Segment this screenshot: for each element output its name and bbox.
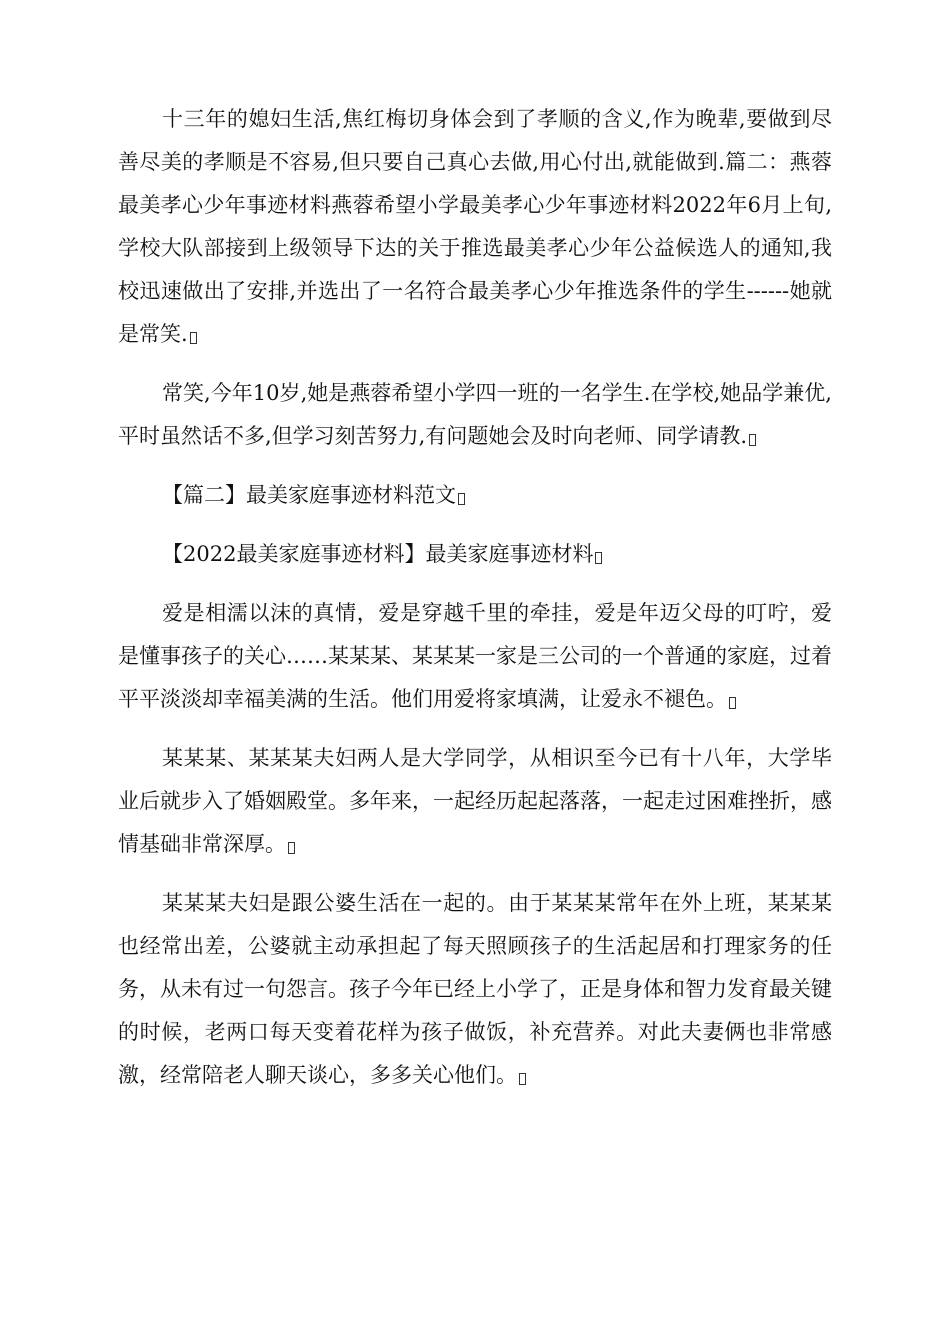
paragraph-mark-icon — [595, 552, 602, 564]
paragraph-mark-icon — [458, 493, 465, 505]
paragraph-mark-icon — [190, 332, 197, 344]
section-heading-2 — [118, 533, 832, 576]
paragraph-1-text: 十三年的媳妇生活,焦红梅切身体会到了孝顺的含义,作为晚辈,要做到尽善尽美的孝顺是不容易,但只要自己真心去做,用心付出,就能做到.篇二：燕蓉最美孝心少年事迹材料燕蓉希望小学最美孝心少年事迹材料2022年6月上旬,学校大队部接到上级领导下达的关于推选最美孝心少年公益候选人的通知,我校迅速做出了安排,并选出了一名符合最美孝心少年推选条件的学生------她就是常笑. — [118, 107, 832, 346]
paragraph-mark-icon — [288, 842, 295, 854]
paragraph-mark-icon — [519, 1073, 526, 1085]
paragraph-4-text: 某某某、某某某夫妇两人是大学同学，从相识至今已有十八年，大学毕业后就步入了婚姻殿堂。多年来，一起经历起起落落，一起走过困难挫折，感情基础非常深厚。 — [118, 746, 832, 856]
paragraph-mark-icon — [749, 434, 756, 446]
paragraph-1 — [118, 98, 832, 356]
paragraph-5-text: 某某某夫妇是跟公婆生活在一起的。由于某某某常年在外上班，某某某也经常出差，公婆就主动承担起了每天照顾孩子的生活起居和打理家务的任务，从未有过一句怨言。孩子今年已经上小学了，正是身体和智力发育最关键的时候，老两口每天变着花样为孩子做饭，补充营养。对此夫妻俩也非常感激，经常陪老人聊天谈心，多多关心他们。 — [118, 891, 832, 1087]
paragraph-3-text: 爱是相濡以沫的真情，爱是穿越千里的牵挂，爱是年迈父母的叮咛，爱是懂事孩子的关心……某某某、某某某一家是三公司的一个普通的家庭，过着平平淡淡却幸福美满的生活。他们用爱将家填满，让爱永不褪色。 — [118, 601, 832, 711]
paragraph-5 — [118, 882, 832, 1097]
paragraph-2 — [118, 372, 832, 458]
paragraph-2-text: 常笑,今年10岁,她是燕蓉希望小学四一班的一名学生.在学校,她品学兼优,平时虽然话不多,但学习刻苦努力,有问题她会及时向老师、同学请教. — [118, 381, 832, 448]
section-heading-1 — [118, 474, 832, 517]
paragraph-3 — [118, 592, 832, 721]
paragraph-4 — [118, 737, 832, 866]
paragraph-mark-icon — [729, 697, 736, 709]
section-heading-2-text: 【2022最美家庭事迹材料】最美家庭事迹材料 — [162, 542, 594, 566]
section-heading-1-text: 【篇二】最美家庭事迹材料范文 — [162, 483, 456, 507]
